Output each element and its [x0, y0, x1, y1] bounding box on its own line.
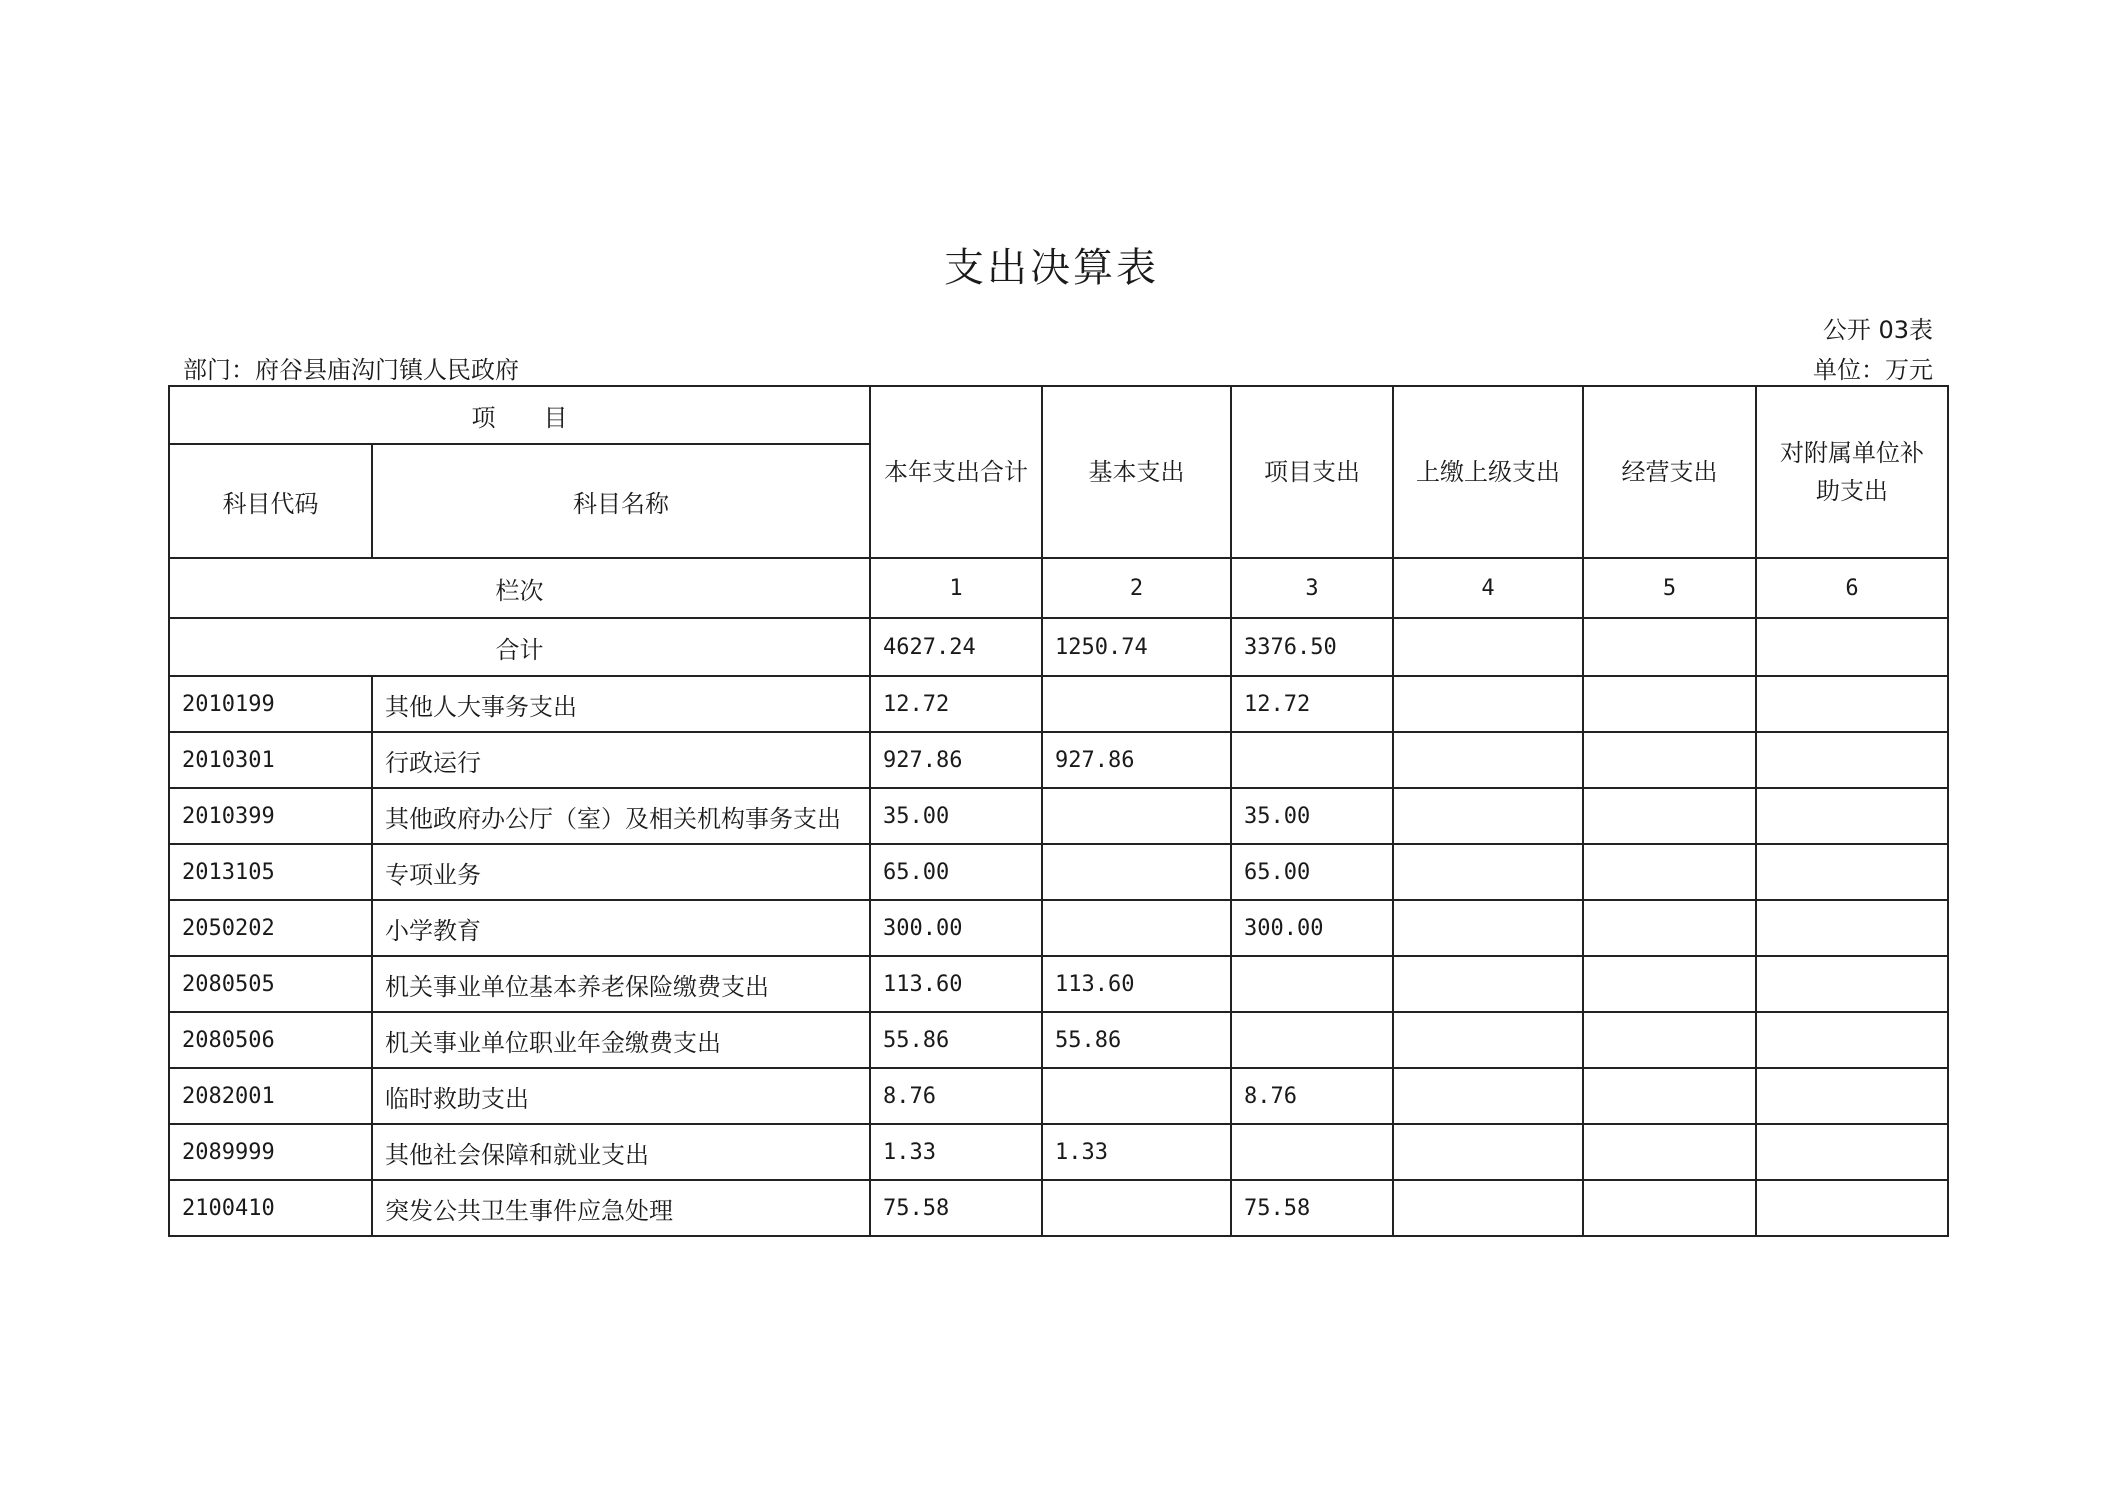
amount-cell [1756, 788, 1948, 844]
subject-name: 其他社会保障和就业支出 [372, 1124, 870, 1180]
amount-cell: 65.00 [870, 844, 1042, 900]
subject-code: 2010301 [169, 732, 372, 788]
amount-cell [1393, 1124, 1583, 1180]
amount-cell [1583, 676, 1756, 732]
column-index: 4 [1393, 558, 1583, 618]
amount-cell [1393, 1012, 1583, 1068]
amount-cell [1393, 1068, 1583, 1124]
amount-cell: 1.33 [1042, 1124, 1231, 1180]
table-row [169, 844, 1948, 900]
amount-cell [1583, 956, 1756, 1012]
amount-cell: 927.86 [870, 732, 1042, 788]
subject-code: 2010199 [169, 676, 372, 732]
amount-cell: 55.86 [1042, 1012, 1231, 1068]
subject-name: 其他政府办公厅（室）及相关机构事务支出 [372, 788, 870, 844]
department-label: 部门：府谷县庙沟门镇人民政府 [183, 356, 519, 384]
amount-cell: 35.00 [870, 788, 1042, 844]
subject-code: 2089999 [169, 1124, 372, 1180]
amount-cell [1583, 1068, 1756, 1124]
amount-cell [1393, 900, 1583, 956]
column-index: 1 [870, 558, 1042, 618]
table-row [169, 956, 1948, 1012]
header-basic-expenditure: 基本支出 [1042, 386, 1231, 558]
subject-code-header: 科目代码 [169, 444, 372, 558]
amount-cell: 55.86 [870, 1012, 1042, 1068]
amount-cell [1756, 956, 1948, 1012]
amount-cell: 113.60 [870, 956, 1042, 1012]
table-row [169, 900, 1948, 956]
amount-cell [1583, 1180, 1756, 1236]
amount-cell [1756, 732, 1948, 788]
amount-cell [1583, 1012, 1756, 1068]
total-value [1756, 618, 1948, 676]
amount-cell: 75.58 [1231, 1180, 1393, 1236]
amount-cell: 113.60 [1042, 956, 1231, 1012]
amount-cell: 12.72 [870, 676, 1042, 732]
subject-code: 2100410 [169, 1180, 372, 1236]
header-operating-expenditure: 经营支出 [1583, 386, 1756, 558]
subject-name: 临时救助支出 [372, 1068, 870, 1124]
page-title: 支出决算表 [944, 245, 1159, 291]
subject-code: 2080505 [169, 956, 372, 1012]
amount-cell [1756, 676, 1948, 732]
subject-name: 机关事业单位基本养老保险缴费支出 [372, 956, 870, 1012]
amount-cell [1756, 1124, 1948, 1180]
amount-cell: 8.76 [870, 1068, 1042, 1124]
subject-code: 2050202 [169, 900, 372, 956]
amount-cell [1393, 676, 1583, 732]
subject-name: 突发公共卫生事件应急处理 [372, 1180, 870, 1236]
amount-cell: 35.00 [1231, 788, 1393, 844]
total-value: 3376.50 [1231, 618, 1393, 676]
header-total-expenditure: 本年支出合计 [870, 386, 1042, 558]
amount-cell [1042, 900, 1231, 956]
subject-name: 专项业务 [372, 844, 870, 900]
amount-cell [1042, 788, 1231, 844]
subject-name-header: 科目名称 [372, 444, 870, 558]
subject-code: 2010399 [169, 788, 372, 844]
amount-cell [1393, 788, 1583, 844]
table-row [169, 1012, 1948, 1068]
amount-cell [1756, 1180, 1948, 1236]
amount-cell [1583, 732, 1756, 788]
table-row [169, 1124, 1948, 1180]
subject-code: 2013105 [169, 844, 372, 900]
amount-cell [1393, 732, 1583, 788]
amount-cell [1231, 956, 1393, 1012]
total-value [1583, 618, 1756, 676]
amount-cell [1042, 1068, 1231, 1124]
subject-name: 行政运行 [372, 732, 870, 788]
table-row [169, 1180, 1948, 1236]
table-row [169, 676, 1948, 732]
total-label: 合计 [169, 618, 870, 676]
amount-cell: 8.76 [1231, 1068, 1393, 1124]
amount-cell: 300.00 [1231, 900, 1393, 956]
amount-cell [1756, 900, 1948, 956]
amount-cell [1231, 1012, 1393, 1068]
amount-cell [1231, 1124, 1393, 1180]
total-value: 4627.24 [870, 618, 1042, 676]
column-index: 5 [1583, 558, 1756, 618]
total-value: 1250.74 [1042, 618, 1231, 676]
expenditure-table [168, 385, 1949, 1237]
amount-cell [1583, 1124, 1756, 1180]
amount-cell [1042, 844, 1231, 900]
column-index: 6 [1756, 558, 1948, 618]
project-header: 项 目 [169, 386, 870, 444]
amount-cell: 1.33 [870, 1124, 1042, 1180]
amount-cell [1583, 788, 1756, 844]
amount-cell [1756, 1012, 1948, 1068]
amount-cell [1042, 676, 1231, 732]
amount-cell: 300.00 [870, 900, 1042, 956]
amount-cell [1393, 1180, 1583, 1236]
amount-cell [1393, 956, 1583, 1012]
table-row [169, 1068, 1948, 1124]
subject-name: 其他人大事务支出 [372, 676, 870, 732]
amount-cell [1042, 1180, 1231, 1236]
total-row [169, 618, 1948, 676]
amount-cell [1756, 844, 1948, 900]
header-remit-superior: 上缴上级支出 [1393, 386, 1583, 558]
table-row [169, 788, 1948, 844]
unit-label: 单位：万元 [1813, 356, 1933, 384]
column-index-label: 栏次 [169, 558, 870, 618]
total-value [1393, 618, 1583, 676]
amount-cell [1583, 900, 1756, 956]
subject-name: 小学教育 [372, 900, 870, 956]
amount-cell: 927.86 [1042, 732, 1231, 788]
column-index: 3 [1231, 558, 1393, 618]
subject-code: 2080506 [169, 1012, 372, 1068]
subject-code: 2082001 [169, 1068, 372, 1124]
amount-cell [1756, 1068, 1948, 1124]
column-index: 2 [1042, 558, 1231, 618]
subject-name: 机关事业单位职业年金缴费支出 [372, 1012, 870, 1068]
amount-cell [1583, 844, 1756, 900]
amount-cell: 65.00 [1231, 844, 1393, 900]
header-subsidy-affiliated: 对附属单位补助支出 [1756, 386, 1948, 558]
table-row [169, 732, 1948, 788]
amount-cell: 75.58 [870, 1180, 1042, 1236]
amount-cell [1231, 732, 1393, 788]
amount-cell: 12.72 [1231, 676, 1393, 732]
form-number: 公开 03表 [1822, 316, 1933, 344]
header-project-expenditure: 项目支出 [1231, 386, 1393, 558]
amount-cell [1393, 844, 1583, 900]
